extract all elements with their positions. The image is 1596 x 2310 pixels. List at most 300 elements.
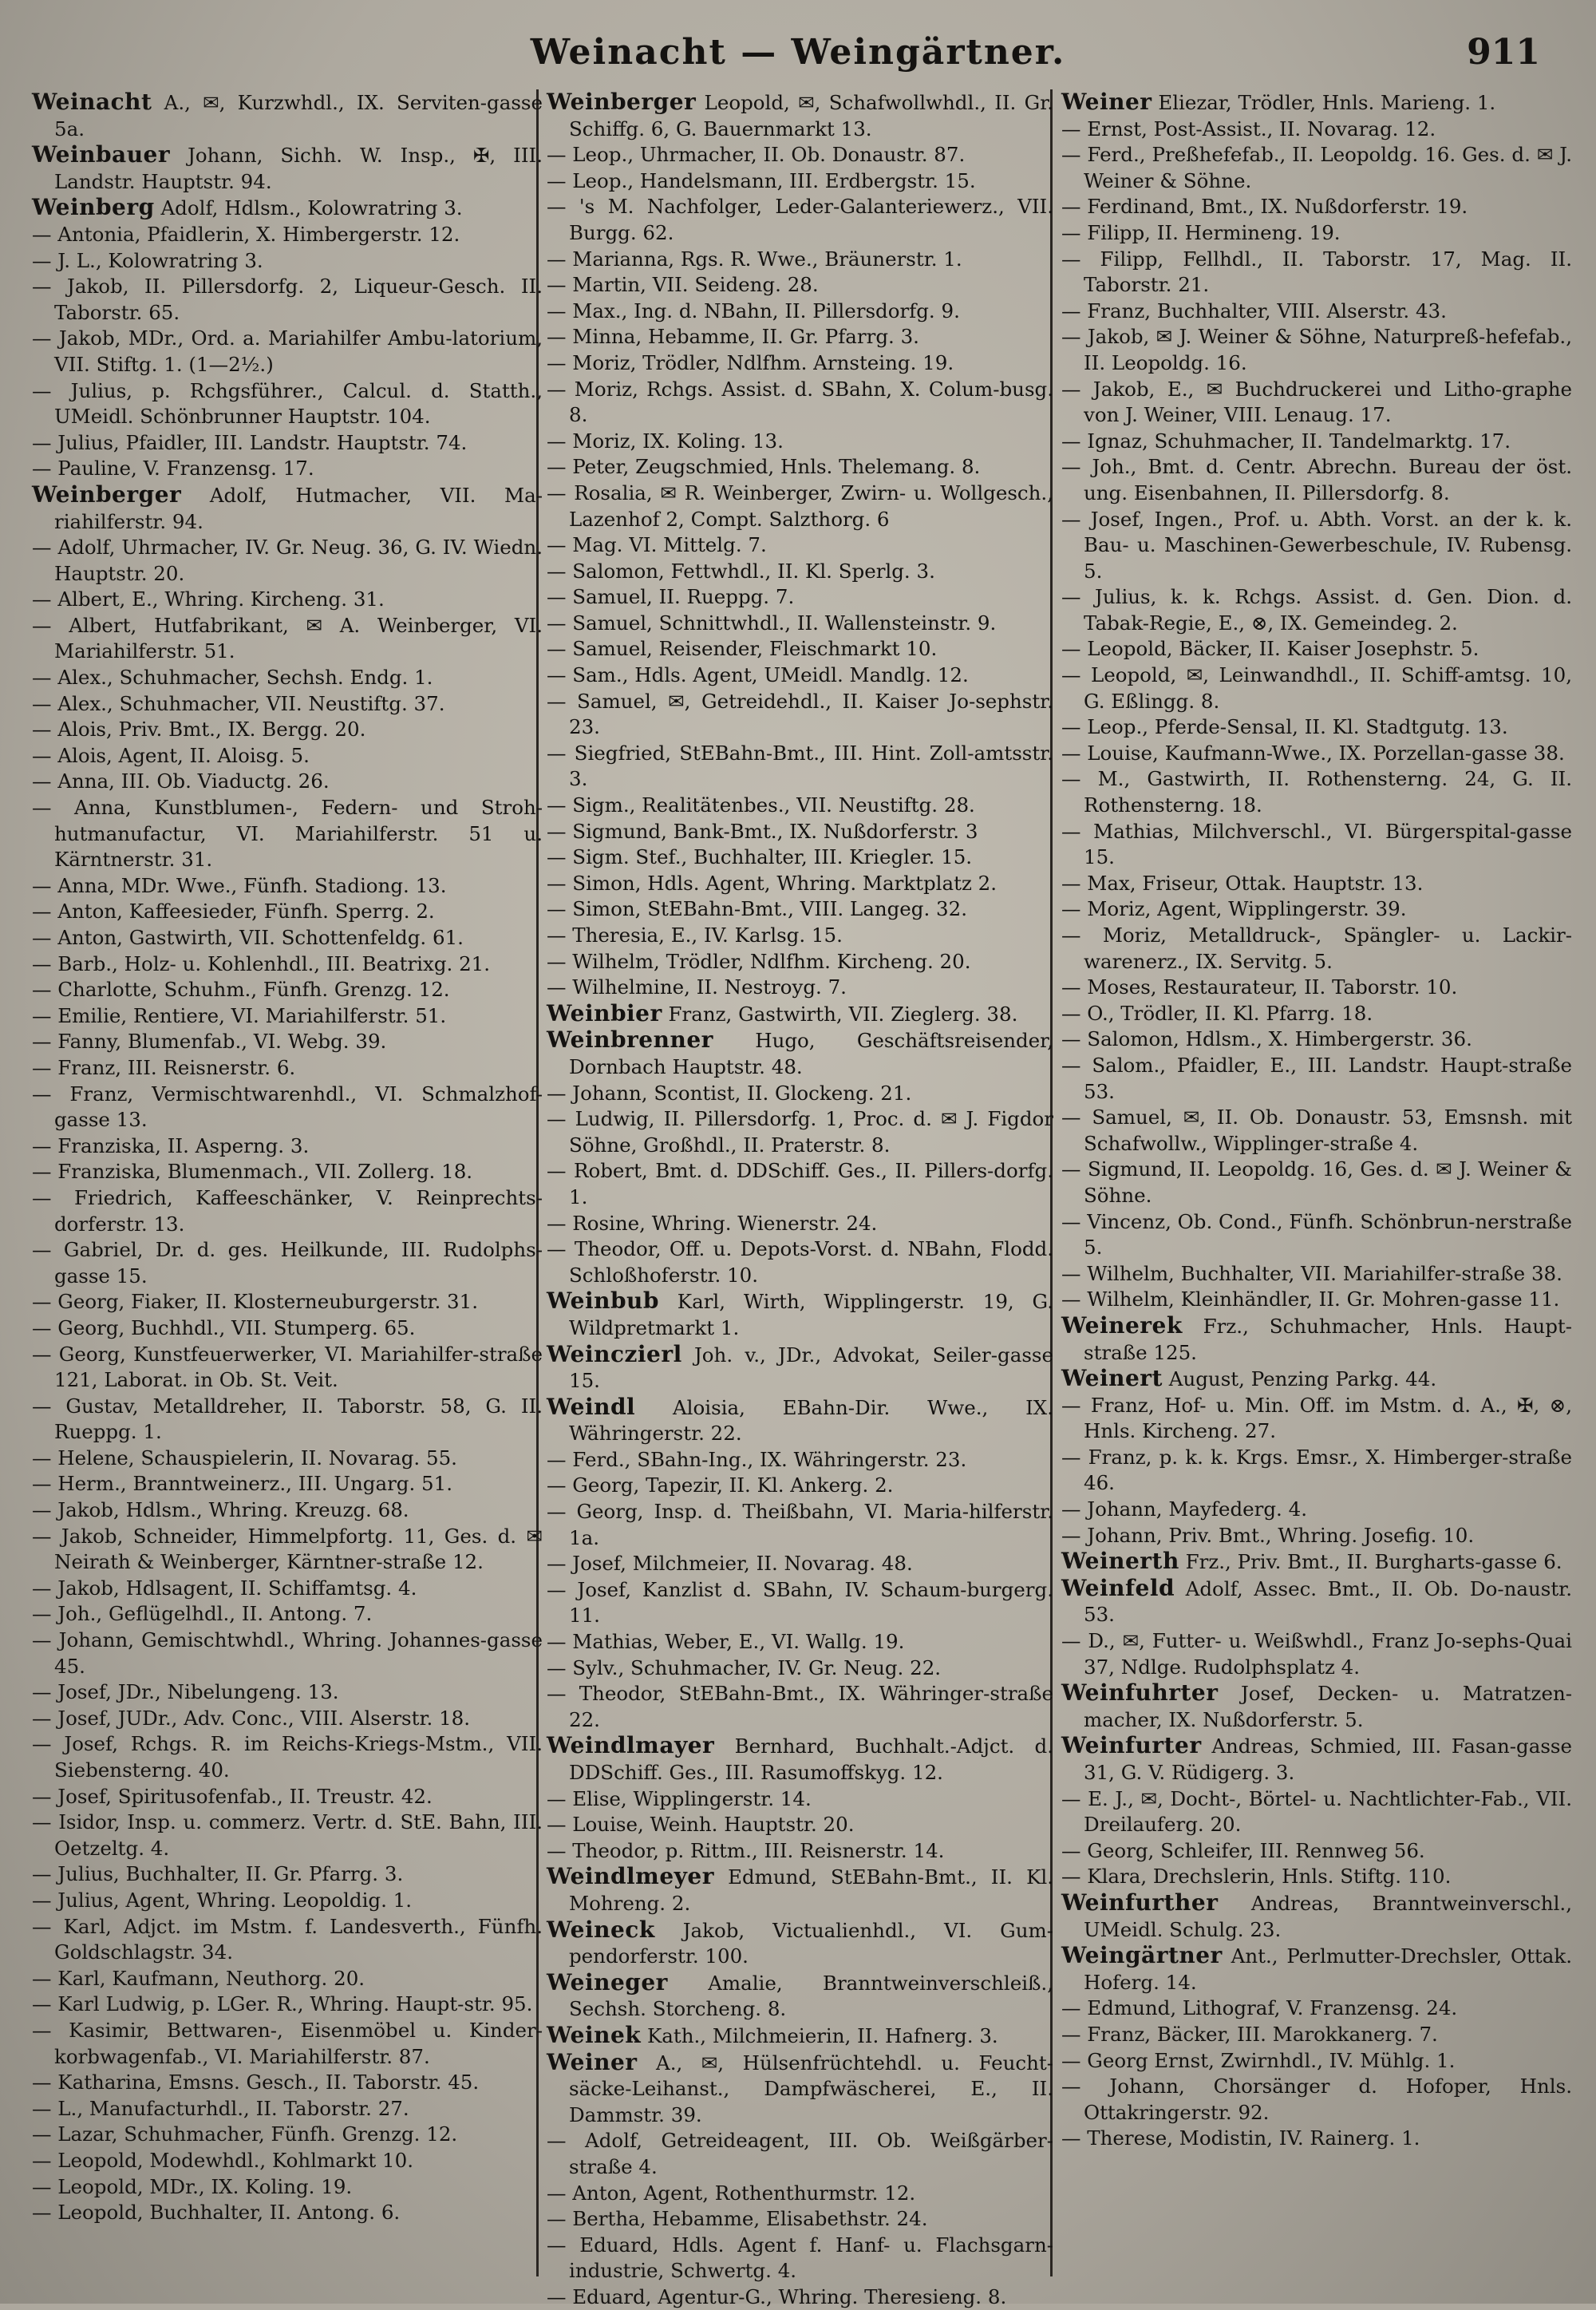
directory-entry	[32, 2122, 543, 2148]
entry-text: — Albert, Hutfabrikant, ✉ A. Weinberger, VI. Mariahilferstr. 51.	[32, 613, 543, 663]
entry-text: — Josef, Kanzlist d. SBahn, IV. Schaum-burgerg. 11.	[547, 1577, 1053, 1628]
directory-entry	[547, 1081, 1053, 1107]
entry-text: — Moriz, IX. Koling. 13.	[547, 429, 784, 453]
directory-entry-head	[547, 1917, 1053, 1970]
directory-entry-head	[547, 1970, 1053, 2023]
directory-entry	[1061, 1001, 1572, 1027]
entry-text: — Jakob, E., ✉ Buchdruckerei und Litho-graphe von J. Weiner, VIII. Lenaug. 17.	[1061, 377, 1572, 427]
directory-entry-head	[32, 89, 543, 142]
directory-entry	[32, 691, 543, 718]
directory-entry-head	[547, 1733, 1053, 1786]
directory-entry-head	[32, 482, 543, 535]
entry-text: — Julius, k. k. Rchgs. Assist. d. Gen. Dion. d. Tabak-Regie, E., ⊗, IX. Gemeindeg. 2.	[1061, 585, 1572, 635]
directory-entry	[1061, 247, 1572, 299]
entry-text: — Anna, MDr. Wwe., Fünfh. Stadiong. 13.	[32, 873, 447, 897]
entry-surname: Weineck	[547, 1916, 655, 1943]
entry-text: — Jakob, Hdlsm., Whring. Kreuzg. 68.	[32, 1498, 409, 1522]
entry-text: — Minna, Hebamme, II. Gr. Pfarrg. 3.	[547, 325, 919, 349]
entry-text: — Adolf, Uhrmacher, IV. Gr. Neug. 36, G. IV. Wiedn. Hauptstr. 20.	[32, 536, 543, 585]
directory-entry	[32, 222, 543, 248]
directory-entry	[32, 1861, 543, 1888]
entry-surname: Weinfurter	[1061, 1732, 1202, 1759]
entry-text: — Josef, Spiritusofenfab., II. Treustr. 42.	[32, 1784, 433, 1808]
directory-entry	[1061, 1209, 1572, 1261]
entry-surname: Weinfeld	[1061, 1574, 1175, 1601]
directory-entry	[1061, 584, 1572, 636]
directory-entry	[32, 587, 543, 613]
directory-entry	[32, 1679, 543, 1706]
directory-entry	[32, 456, 543, 482]
entry-text: — Albert, E., Whring. Kircheng. 31.	[32, 587, 385, 611]
directory-entry	[32, 2148, 543, 2174]
directory-entry-head	[547, 1027, 1053, 1080]
entry-text: Andreas, Branntweinverschl., UMeidl. Schulg. 23.	[1084, 1891, 1572, 1941]
entry-text: — Leop., Pferde-Sensal, II. Kl. Stadtgutg. 13.	[1061, 715, 1508, 739]
entry-text: — Eduard, Agentur-G., Whring. Theresieng. 8.	[547, 2284, 1007, 2308]
page-title: Weinacht — Weingärtner.	[530, 32, 1066, 73]
directory-entry	[32, 613, 543, 665]
entry-text: — Anna, III. Ob. Viaductg. 26.	[32, 769, 330, 793]
directory-entry	[547, 923, 1053, 949]
directory-entry	[547, 1499, 1053, 1551]
directory-entry	[1061, 741, 1572, 767]
directory-entry	[547, 142, 1053, 168]
directory-entry	[32, 2070, 543, 2096]
entry-text: — Helene, Schauspielerin, II. Novarag. 55.	[32, 1446, 457, 1469]
entry-text: A., ✉, Hülsenfrüchtehdl. u. Feucht-säcke-Leihanst., Dampfwäscherei, E., II. Dammstr. 39.	[569, 2051, 1053, 2126]
entry-text: — Josef, Ingen., Prof. u. Abth. Vorst. an der k. k. Bau- u. Maschinen-Gewerbeschule, IV. Rubensg. 5.	[1061, 507, 1572, 583]
entry-text: — Ignaz, Schuhmacher, II. Tandelmarktg. 17.	[1061, 429, 1511, 453]
entry-text: — Sigm., Realitätenbes., VII. Neustiftg. 28.	[547, 793, 975, 817]
directory-entry-head	[547, 89, 1053, 142]
entry-text: Edmund, StEBahn-Bmt., II. Kl. Mohreng. 2.	[569, 1865, 1053, 1915]
directory-entry	[547, 2181, 1053, 2207]
directory-entry	[32, 378, 543, 430]
entry-text: — Charlotte, Schuhm., Fünfh. Grenzg. 12.	[32, 978, 450, 1002]
directory-entry	[547, 559, 1053, 585]
entry-text: Joh. v., JDr., Advokat, Seiler-gasse 15.	[569, 1343, 1053, 1393]
entry-surname: Weinbier	[547, 999, 662, 1026]
entry-surname: Weiner	[1061, 89, 1152, 115]
entry-text: — Jakob, ✉ J. Weiner & Söhne, Naturpreß-hefefab., II. Leopoldg. 16.	[1061, 325, 1572, 374]
directory-entry	[547, 741, 1053, 793]
directory-entry	[1061, 454, 1572, 506]
directory-entry	[1061, 429, 1572, 455]
directory-entry-head	[1061, 1576, 1572, 1628]
entry-text: Franz, Gastwirth, VII. Zieglerg. 38.	[662, 1002, 1018, 1026]
entry-text: Eliezar, Trödler, Hnls. Marieng. 1.	[1152, 91, 1496, 114]
entry-text: — Antonia, Pfaidlerin, X. Himbergerstr. 12.	[32, 222, 460, 246]
entry-text: — Georg, Tapezir, II. Kl. Ankerg. 2.	[547, 1473, 894, 1497]
directory-entry	[1061, 1864, 1572, 1890]
entry-text: — Louise, Weinh. Hauptstr. 20.	[547, 1813, 855, 1837]
directory-entry	[1061, 1287, 1572, 1313]
directory-entry	[1061, 1393, 1572, 1445]
directory-entry	[547, 247, 1053, 273]
directory-entry	[32, 326, 543, 378]
directory-entry	[547, 611, 1053, 637]
entry-text: — Franziska, Blumenmach., VII. Zollerg. 18.	[32, 1160, 473, 1184]
directory-entry-head	[1061, 1680, 1572, 1733]
directory-entry	[547, 1473, 1053, 1499]
entry-text: — Theodor, p. Rittm., III. Reisnerstr. 14.	[547, 1838, 945, 1862]
entry-text: — Jakob, MDr., Ord. a. Mariahilfer Ambu-latorium, VII. Stiftg. 1. (1—2½.)	[32, 326, 543, 376]
directory-entry	[1061, 896, 1572, 923]
entry-surname: Weinek	[547, 2021, 642, 2048]
entry-surname: Weinbauer	[32, 141, 171, 168]
directory-entry	[547, 2128, 1053, 2180]
entry-text: — Louise, Kaufmann-Wwe., IX. Porzellan-gasse 38.	[1061, 741, 1565, 765]
entry-text: — Sigm. Stef., Buchhalter, III. Kriegler. 15.	[547, 845, 973, 869]
directory-entry	[32, 1446, 543, 1472]
directory-entry	[1061, 1105, 1572, 1157]
directory-entry	[1061, 1497, 1572, 1523]
entry-text: — Moriz, Trödler, Ndlfhm. Arnsteing. 19.	[547, 350, 954, 374]
directory-entry	[547, 1786, 1053, 1813]
directory-entry	[32, 951, 543, 978]
directory-entry	[547, 819, 1053, 845]
entry-text: — Samuel, Schnittwhdl., II. Wallensteinstr. 9.	[547, 611, 997, 635]
directory-entry	[547, 1106, 1053, 1158]
directory-entry	[32, 535, 543, 587]
directory-entry-head	[1061, 1943, 1572, 1996]
entry-text: — Johann, Mayfederg. 4.	[1061, 1497, 1308, 1521]
entry-text: — Theodor, Off. u. Depots-Vorst. d. NBahn, Flodd. Schloßhoferstr. 10.	[547, 1237, 1053, 1287]
directory-entry	[1061, 194, 1572, 220]
entry-text: — Siegfried, StEBahn-Bmt., III. Hint. Zoll-amtsstr. 3.	[547, 741, 1053, 791]
entry-surname: Weinberger	[547, 89, 697, 115]
entry-text: — Mag. VI. Mittelg. 7.	[547, 533, 767, 557]
directory-entry	[32, 977, 543, 1003]
entry-text: — Sylv., Schuhmacher, IV. Gr. Neug. 22.	[547, 1655, 942, 1679]
directory-entry	[32, 1003, 543, 1030]
directory-entry	[547, 194, 1053, 246]
directory-entry	[1061, 142, 1572, 194]
entry-text: — Friedrich, Kaffeeschänker, V. Reinprechts-dorferstr. 13.	[32, 1185, 543, 1236]
entry-text: — Jakob, II. Pillersdorfg. 2, Liqueur-Gesch. II. Taborstr. 65.	[32, 275, 543, 324]
directory-entry	[32, 1784, 543, 1810]
entry-surname: Weindlmeyer	[547, 1863, 714, 1890]
entry-text: — Wilhelm, Buchhalter, VII. Mariahilfer-straße 38.	[1061, 1261, 1562, 1285]
entry-text: — Filipp, II. Hermineng. 19.	[1061, 220, 1341, 244]
directory-entry	[1061, 507, 1572, 585]
entry-text: Josef, Decken- u. Matratzen-macher, IX. Nußdorferstr. 5.	[1084, 1682, 1572, 1731]
directory-entry	[1061, 1838, 1572, 1865]
entry-text: — Robert, Bmt. d. DDSchiff. Ges., II. Pillers-dorfg. 1.	[547, 1159, 1053, 1208]
directory-entry	[547, 324, 1053, 350]
entry-text: — Julius, p. Rchgsführer., Calcul. d. Statth., UMeidl. Schönbrunner Hauptstr. 104.	[32, 378, 543, 429]
entry-text: — Franz, Hof- u. Min. Off. im Mstm. d. A., ✠, ⊗, Hnls. Kircheng. 27.	[1061, 1393, 1572, 1443]
entry-surname: Weiner	[547, 2048, 638, 2075]
directory-entry-head	[32, 142, 543, 195]
entry-text: — Gabriel, Dr. d. ges. Heilkunde, III. Rudolphs-gasse 15.	[32, 1238, 543, 1288]
directory-entry	[1061, 636, 1572, 663]
entry-text: — Isidor, Insp. u. commerz. Vertr. d. StE. Bahn, III. Oetzeltg. 4.	[32, 1810, 543, 1860]
entry-text: Hugo, Geschäftsreisender, Dornbach Hauptstr. 48.	[569, 1029, 1053, 1078]
entry-text: — Franz, Vermischtwarenhdl., VI. Schmalzhof-gasse 13.	[32, 1082, 543, 1132]
entry-text: — Samuel, ✉, II. Ob. Donaustr. 53, Emsnsh. mit Schafwollw., Wipplinger-straße 4.	[1061, 1106, 1572, 1155]
directory-entry	[32, 2174, 543, 2201]
directory-entry	[547, 949, 1053, 975]
directory-entry	[32, 430, 543, 457]
directory-entry-head	[1061, 1366, 1572, 1393]
directory-entry	[547, 2206, 1053, 2233]
directory-entry	[547, 2233, 1053, 2284]
entry-text: — Franz, Buchhalter, VIII. Alserstr. 43.	[1061, 299, 1447, 322]
entry-text: — Georg, Kunstfeuerwerker, VI. Mariahilfer-straße 121, Laborat. in Ob. St. Veit.	[32, 1342, 543, 1392]
entry-text: — Wilhelm, Kleinhändler, II. Gr. Mohren-gasse 11.	[1061, 1288, 1560, 1311]
directory-entry-head	[547, 1001, 1053, 1028]
directory-entry	[32, 1342, 543, 1394]
directory-entry-head	[547, 2050, 1053, 2129]
directory-column-3	[1061, 89, 1572, 2284]
directory-entry	[32, 795, 543, 873]
entry-text: — Ludwig, II. Pillersdorfg. 1, Proc. d. ✉ J. Figdor Söhne, Großhdl., II. Praterstr. 8.	[547, 1107, 1053, 1157]
entry-text: — Salomon, Fettwhdl., II. Kl. Sperlg. 3.	[547, 559, 935, 583]
entry-text: Johann, Sichh. W. Insp., ✠, III. Landstr. Hauptstr. 94.	[54, 144, 543, 193]
entry-text: — Ferdinand, Bmt., IX. Nußdorferstr. 19.	[1061, 195, 1468, 219]
directory-entry	[32, 1289, 543, 1315]
entry-surname: Weinberg	[32, 194, 155, 221]
entry-text: — Georg, Fiaker, II. Klosterneuburgerstr. 31.	[32, 1290, 479, 1314]
entry-text: — Ferd., Preßhefefab., II. Leopoldg. 16. Ges. d. ✉ J. Weiner & Söhne.	[1061, 143, 1572, 192]
directory-entry	[32, 1394, 543, 1446]
directory-entry	[1061, 299, 1572, 325]
entry-text: — Ferd., SBahn-Ing., IX. Währingerstr. 23.	[547, 1447, 967, 1471]
entry-text: — Edmund, Lithograf, V. Franzensg. 24.	[1061, 1996, 1458, 2020]
directory-entry	[32, 1159, 543, 1185]
entry-surname: Weingärtner	[1061, 1942, 1223, 1969]
directory-entry	[1061, 975, 1572, 1001]
entry-surname: Weinberger	[32, 481, 182, 508]
entry-text: Bernhard, Buchhalt.-Adjct. d. DDSchiff. Ges., III. Rasumoffskyg. 12.	[569, 1734, 1053, 1784]
entry-text: — Johann, Priv. Bmt., Whring. Josefig. 10.	[1061, 1523, 1475, 1547]
entry-text: Aloisia, EBahn-Dir. Wwe., IX. Währingerstr. 22.	[569, 1395, 1053, 1446]
entry-text: — Mathias, Milchverschl., VI. Bürgerspital-gasse 15.	[1061, 819, 1572, 869]
entry-text: — Eduard, Hdls. Agent f. Hanf- u. Flachsgarn-industrie, Schwertg. 4.	[547, 2233, 1053, 2283]
directory-entry	[32, 1576, 543, 1602]
entry-text: — Bertha, Hebamme, Elisabethstr. 24.	[547, 2207, 928, 2231]
directory-entry	[32, 1497, 543, 1524]
entry-text: — Leop., Uhrmacher, II. Ob. Donaustr. 87.	[547, 143, 966, 167]
entry-text: — Leop., Handelsmann, III. Erdbergstr. 15.	[547, 168, 976, 192]
directory-entry	[1061, 871, 1572, 897]
directory-entry-head	[547, 1394, 1053, 1447]
entry-text: — Moriz, Metalldruck-, Spängler- u. Lackir-warenerz., IX. Servitg. 5.	[1061, 924, 1572, 973]
entry-text: — Moriz, Agent, Wipplingerstr. 39.	[1061, 897, 1407, 921]
directory-entry	[1061, 1445, 1572, 1497]
entry-text: — Alex., Schuhmacher, VII. Neustiftg. 37.	[32, 691, 445, 715]
entry-text: — L., Manufacturhdl., II. Taborstr. 27.	[32, 2096, 409, 2120]
entry-text: — Pauline, V. Franzensg. 17.	[32, 457, 314, 481]
directory-entry	[32, 1601, 543, 1628]
page-header	[0, 32, 1596, 80]
directory-entry	[547, 1211, 1053, 1237]
entry-text: — Karl Ludwig, p. LGer. R., Whring. Haupt-str. 95.	[32, 1992, 533, 2016]
directory-entry	[32, 899, 543, 925]
entry-text: — Anna, Kunstblumen-, Federn- und Stroh-hutmanufactur, VI. Mariahilferstr. 51 u. Kärntnerstr. 31.	[32, 796, 543, 872]
entry-text: — Josef, JDr., Nibelungeng. 13.	[32, 1680, 339, 1704]
entry-text: — Georg, Schleifer, III. Rennweg 56.	[1061, 1838, 1425, 1862]
entry-text: — Simon, StEBahn-Bmt., VIII. Langeg. 32.	[547, 897, 968, 921]
entry-text: Karl, Wirth, Wipplingerstr. 19, G. Wildpretmarkt 1.	[569, 1290, 1053, 1339]
directory-entry	[32, 248, 543, 275]
entry-text: — Salom., Pfaidler, E., III. Landstr. Haupt-straße 53.	[1061, 1053, 1572, 1103]
entry-text: — O., Trödler, II. Kl. Pfarrg. 18.	[1061, 1001, 1373, 1025]
entry-surname: Weindl	[547, 1393, 636, 1420]
entry-text: — Katharina, Emsns. Gesch., II. Taborstr. 45.	[32, 2071, 480, 2094]
directory-entry	[547, 272, 1053, 299]
directory-entry	[547, 1447, 1053, 1473]
entry-surname: Weinbrenner	[547, 1026, 713, 1054]
entry-text: Jakob, Victualienhdl., VI. Gum-pendorferstr. 100.	[569, 1918, 1053, 1968]
entry-surname: Weinerek	[1061, 1311, 1183, 1339]
entry-text: — Joh., Geflügelhdl., II. Antong. 7.	[32, 1602, 373, 1626]
entry-text: Adolf, Assec. Bmt., II. Ob. Do-naustr. 53.	[1084, 1576, 1572, 1627]
directory-entry	[32, 1133, 543, 1160]
entry-text: — Leopold, Buchhalter, II. Antong. 6.	[32, 2201, 401, 2225]
entry-text: — Johann, Gemischtwhdl., Whring. Johannes-gasse 45.	[32, 1628, 543, 1678]
directory-entry	[1061, 819, 1572, 871]
directory-entry	[32, 1082, 543, 1133]
entry-text: — Peter, Zeugschmied, Hnls. Thelemang. 8.	[547, 455, 981, 479]
directory-entry	[32, 2096, 543, 2122]
directory-entry	[32, 1966, 543, 1992]
directory-entry	[547, 793, 1053, 819]
directory-entry-head	[547, 2023, 1053, 2050]
directory-entry-head	[1061, 1733, 1572, 1786]
entry-text: — Georg, Insp. d. Theißbahn, VI. Maria-hilferstr. 1a.	[547, 1500, 1053, 1549]
directory-entry	[32, 873, 543, 900]
entry-surname: Weinczierl	[547, 1340, 682, 1367]
directory-entry	[32, 1914, 543, 1966]
entry-text: — Georg, Buchhdl., VII. Stumperg. 65.	[32, 1315, 416, 1339]
directory-entry	[547, 1551, 1053, 1577]
entry-text: — Franziska, II. Asperng. 3.	[32, 1133, 310, 1157]
entry-text: — Samuel, ✉, Getreidehdl., II. Kaiser Jo-sephstr. 23.	[547, 689, 1053, 739]
directory-entry	[32, 1888, 543, 1914]
entry-text: Frz., Schuhmacher, Hnls. Haupt-straße 125.	[1084, 1314, 1572, 1364]
directory-entry	[1061, 1026, 1572, 1053]
directory-entry	[547, 1158, 1053, 1210]
entry-text: Amalie, Branntweinverschleiß., Sechsh. Storcheng. 8.	[569, 1971, 1053, 2021]
entry-text: — Anton, Gastwirth, VII. Schottenfeldg. 61.	[32, 926, 464, 949]
entry-text: — Rosalia, ✉ R. Weinberger, Zwirn- u. Wollgesch., Lazenhof 2, Compt. Salzthorg. 6	[547, 481, 1053, 531]
entry-text: — Filipp, Fellhdl., II. Taborstr. 17, Mag. II. Taborstr. 21.	[1061, 247, 1572, 297]
directory-entry	[1061, 2074, 1572, 2126]
directory-entry	[32, 1628, 543, 1679]
entry-surname: Weinbub	[547, 1288, 659, 1315]
directory-entry	[32, 1029, 543, 1055]
entry-text: — Ernst, Post-Assist., II. Novarag. 12.	[1061, 117, 1436, 140]
entry-text: — Therese, Modistin, IV. Rainerg. 1.	[1061, 2126, 1420, 2150]
entry-surname: Weinerth	[1061, 1548, 1179, 1575]
entry-text: — Kasimir, Bettwaren-, Eisenmöbel u. Kinder-korbwagenfab., VI. Mariahilferstr. 87.	[32, 2018, 543, 2068]
directory-entry	[547, 636, 1053, 663]
directory-entry	[1061, 2126, 1572, 2152]
entry-surname: Weinacht	[32, 89, 152, 115]
entry-text: — 's M. Nachfolger, Leder-Galanteriewerz., VII. Burgg. 62.	[547, 195, 1053, 244]
entry-text: — J. L., Kolowratring 3.	[32, 248, 263, 272]
directory-entry	[1061, 2048, 1572, 2075]
directory-entry	[547, 481, 1053, 532]
entry-text: — Sigmund, II. Leopoldg. 16, Ges. d. ✉ J. Weiner & Söhne.	[1061, 1157, 1572, 1207]
entry-text: — Max, Friseur, Ottak. Hauptstr. 13.	[1061, 871, 1424, 895]
entry-text: — Klara, Drechslerin, Hnls. Stiftg. 110.	[1061, 1865, 1452, 1889]
entry-text: — Sam., Hdls. Agent, UMeidl. Mandlg. 12.	[547, 663, 969, 687]
directory-entry	[1061, 220, 1572, 247]
entry-text: — Theresia, E., IV. Karlsg. 15.	[547, 924, 843, 947]
entry-text: — Franz, III. Reisnerstr. 6.	[32, 1055, 296, 1079]
directory-entry	[1061, 923, 1572, 975]
entry-text: — Samuel, II. Rueppg. 7.	[547, 585, 795, 609]
directory-entry	[32, 1706, 543, 1732]
directory-entry	[547, 299, 1053, 325]
entry-text: — Jakob, Hdlsagent, II. Schiffamtsg. 4.	[32, 1576, 417, 1600]
directory-entry-head	[32, 195, 543, 222]
entry-text: — Johann, Scontist, II. Glockeng. 21.	[547, 1081, 912, 1105]
entry-text: — Elise, Wipplingerstr. 14.	[547, 1786, 812, 1810]
entry-text: Adolf, Hdlsm., Kolowratring 3.	[154, 196, 463, 220]
directory-entry-head	[547, 1288, 1053, 1341]
entry-surname: Weinfurther	[1061, 1889, 1219, 1916]
entry-text: — Alois, Priv. Bmt., IX. Bergg. 20.	[32, 718, 366, 742]
entry-text: — Karl, Adjct. im Mstm. f. Landesverth., Fünfh. Goldschlagstr. 34.	[32, 1914, 543, 1964]
entry-text: Kath., Milchmeierin, II. Hafnerg. 3.	[641, 2023, 998, 2047]
directory-entry	[1061, 1996, 1572, 2022]
directory-entry-head	[1061, 1549, 1572, 1576]
directory-entry	[547, 1577, 1053, 1629]
directory-entry	[547, 1838, 1053, 1865]
directory-entry	[32, 2018, 543, 2070]
entry-text: — Emilie, Rentiere, VI. Mariahilferstr. 51.	[32, 1003, 447, 1027]
entry-text: — Rosine, Whring. Wienerstr. 24.	[547, 1211, 878, 1235]
entry-text: — Alois, Agent, II. Aloisg. 5.	[32, 743, 310, 767]
directory-entry	[547, 844, 1053, 871]
directory-entry	[32, 1992, 543, 2018]
directory-entry	[1061, 1053, 1572, 1105]
entry-surname: Weindlmayer	[547, 1732, 715, 1759]
entry-text: — Wilhelm, Trödler, Ndlfhm. Kircheng. 20.	[547, 949, 971, 973]
directory-entry	[1061, 117, 1572, 143]
entry-text: — Samuel, Reisender, Fleischmarkt 10.	[547, 637, 938, 661]
entry-text: — Franz, p. k. k. Krgs. Emsr., X. Himberger-straße 46.	[1061, 1445, 1572, 1495]
directory-entry	[1061, 1523, 1572, 1549]
entry-text: — Anton, Kaffeesieder, Fünfh. Sperrg. 2.	[32, 900, 435, 924]
entry-text: — Vincenz, Ob. Cond., Fünfh. Schönbrun-nerstraße 5.	[1061, 1209, 1572, 1260]
entry-text: — Julius, Agent, Whring. Leopoldig. 1.	[32, 1888, 413, 1912]
entry-text: — Gustav, Metalldreher, II. Taborstr. 58, G. II. Rueppg. 1.	[32, 1394, 543, 1444]
directory-column-2	[547, 89, 1053, 2308]
entry-text: — Simon, Hdls. Agent, Whring. Marktplatz 2.	[547, 871, 998, 895]
directory-entry	[1061, 663, 1572, 714]
entry-text: August, Penzing Parkg. 44.	[1162, 1367, 1437, 1391]
directory-entry	[547, 2284, 1053, 2310]
entry-text: — Leopold, ✉, Leinwandhdl., II. Schiff-amtsg. 10, G. Eßlingg. 8.	[1061, 663, 1572, 713]
entry-text: — Leopold, Modewhdl., Kohlmarkt 10.	[32, 2148, 413, 2172]
entry-text: — Anton, Agent, Rothenthurmstr. 12.	[547, 2181, 916, 2205]
directory-entry-head	[1061, 1890, 1572, 1943]
entry-text: — M., Gastwirth, II. Rothensterng. 24, G. II. Rothensterng. 18.	[1061, 767, 1572, 817]
entry-text: — Herm., Branntweinerz., III. Ungarg. 51.	[32, 1472, 453, 1496]
entry-text: — Max., Ing. d. NBahn, II. Pillersdorfg. 9.	[547, 299, 960, 322]
directory-entry	[547, 584, 1053, 611]
directory-entry	[32, 1055, 543, 1082]
entry-text: — Leopold, Bäcker, II. Kaiser Josephstr. 5.	[1061, 637, 1479, 661]
directory-entry	[32, 769, 543, 795]
entry-text: — Sigmund, Bank-Bmt., IX. Nußdorferstr. 3	[547, 819, 978, 843]
directory-entry	[32, 1471, 543, 1497]
